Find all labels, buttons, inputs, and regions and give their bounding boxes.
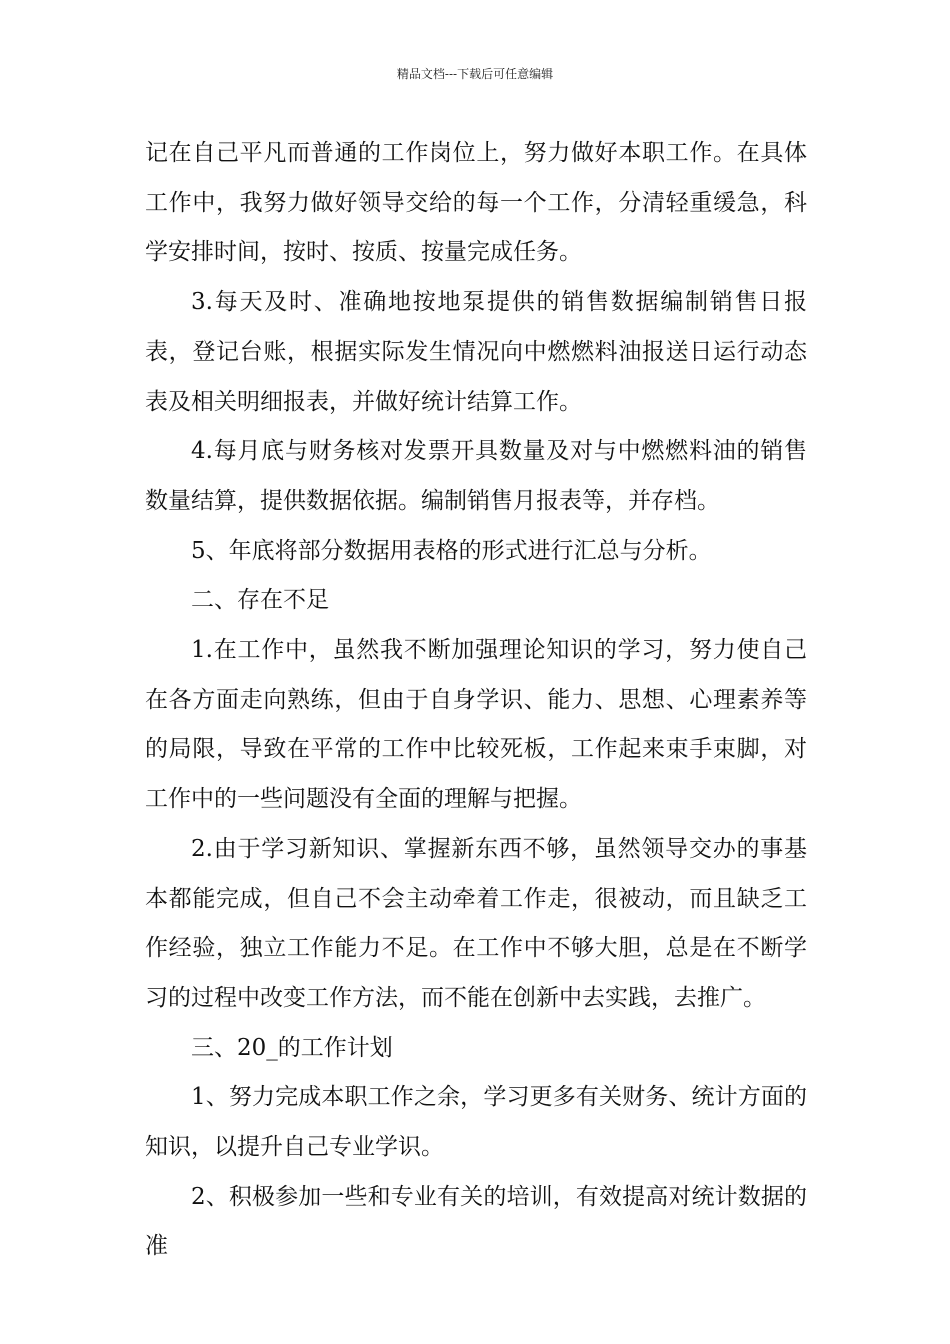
paragraph: 2、积极参加一些和专业有关的培训，有效提高对统计数据的准 [145,1183,807,1260]
section-heading: 三、20_的工作计划 [191,1034,393,1061]
section-heading: 二、存在不足 [191,587,329,614]
paragraph: 5、年底将部分数据用表格的形式进行汇总与分析。 [191,537,712,564]
document-body [145,129,807,1272]
page-header: 精品文档---下载后可任意编辑 [396,67,554,81]
paragraph: 3.每天及时、准确地按地泵提供的销售数据编制销售日报表，登记台账，根据实际发生情况向中燃燃料油报送日运行动态表及相关明细报表，并做好统计结算工作。 [145,289,807,415]
paragraph: 记在自己平凡而普通的工作岗位上，努力做好本职工作。在具体工作中，我努力做好领导交给的每一个工作，分清轻重缓急，科学安排时间，按时、按质、按量完成任务。 [145,140,807,266]
paragraph: 2.由于学习新知识、掌握新东西不够，虽然领导交办的事基本都能完成，但自己不会主动牵着工作走，很被动，而且缺乏工作经验，独立工作能力不足。在工作中不够大胆，总是在不断学习的过程中改变工作方法，而不能在创新中去实践，去推广。 [145,835,807,1011]
paragraph: 4.每月底与财务核对发票开具数量及对与中燃燃料油的销售数量结算，提供数据依据。编制销售月报表等，并存档。 [145,438,807,514]
paragraph: 1.在工作中，虽然我不断加强理论知识的学习，努力使自己在各方面走向熟练，但由于自身学识、能力、思想、心理素养等的局限，导致在平常的工作中比较死板，工作起来束手束脚，对工作中的一些问题没有全面的理解与把握。 [145,637,807,813]
paragraph: 1、努力完成本职工作之余，学习更多有关财务、统计方面的知识，以提升自己专业学识。 [145,1084,807,1161]
